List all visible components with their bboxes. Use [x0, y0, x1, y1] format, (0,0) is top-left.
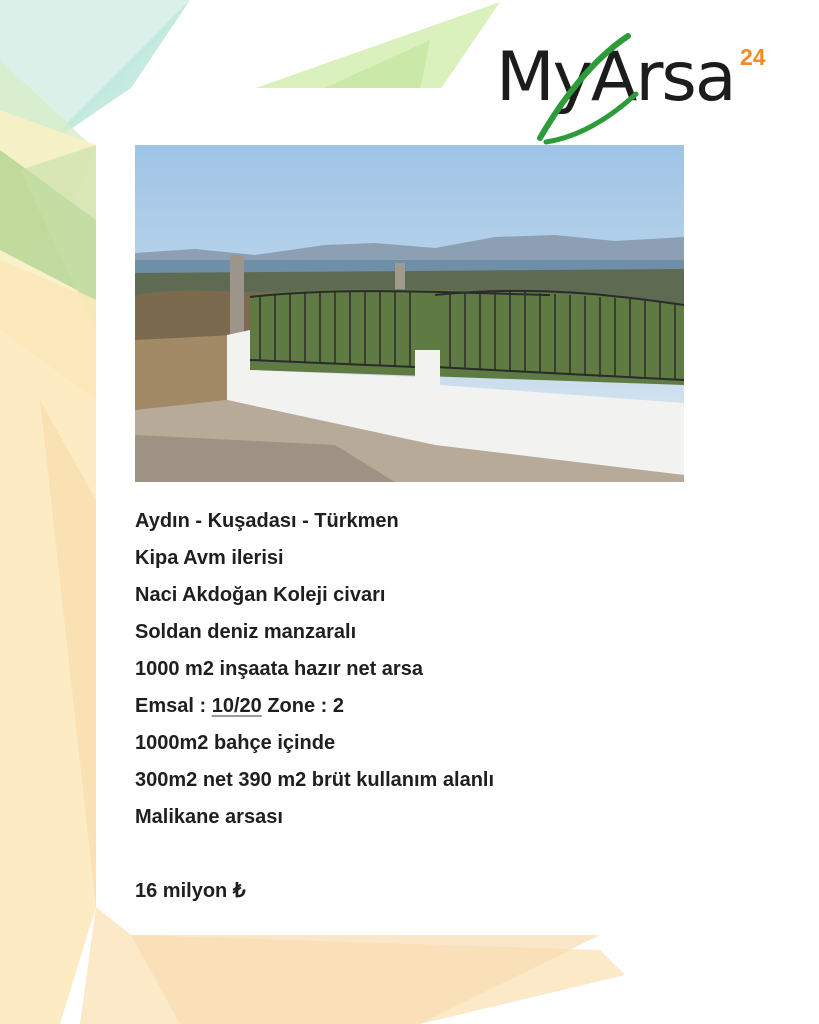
- emsal-label: Emsal :: [135, 695, 212, 717]
- listing-view: Soldan deniz manzaralı: [135, 621, 357, 643]
- listing-price: 16 milyon ₺: [135, 880, 246, 902]
- logo-text-my: My: [496, 38, 591, 117]
- listing-details: [135, 508, 675, 904]
- logo-swoosh-icon: [532, 30, 642, 148]
- logo-text-arsa: Arsa: [590, 38, 735, 117]
- myarsa24-logo: [496, 30, 786, 148]
- emsal-value-link[interactable]: 10/20: [211, 695, 262, 717]
- listing-location: Aydın - Kuşadası - Türkmen: [135, 510, 399, 532]
- land-photo: [135, 145, 684, 482]
- listing-garden: 1000m2 bahçe içinde: [135, 732, 336, 754]
- zone-text: Zone : 2: [261, 695, 344, 717]
- listing-landmark-2: Naci Akdoğan Koleji civarı: [135, 584, 386, 606]
- logo-superscript: 24: [740, 44, 766, 70]
- listing-type: Malikane arsası: [135, 806, 283, 828]
- listing-landmark-1: Kipa Avm ilerisi: [135, 547, 284, 569]
- listing-area: 1000 m2 inşaata hazır net arsa: [135, 658, 423, 680]
- listing-usage: 300m2 net 390 m2 brüt kullanım alanlı: [135, 769, 495, 791]
- listing-emsal-zone: [135, 693, 675, 730]
